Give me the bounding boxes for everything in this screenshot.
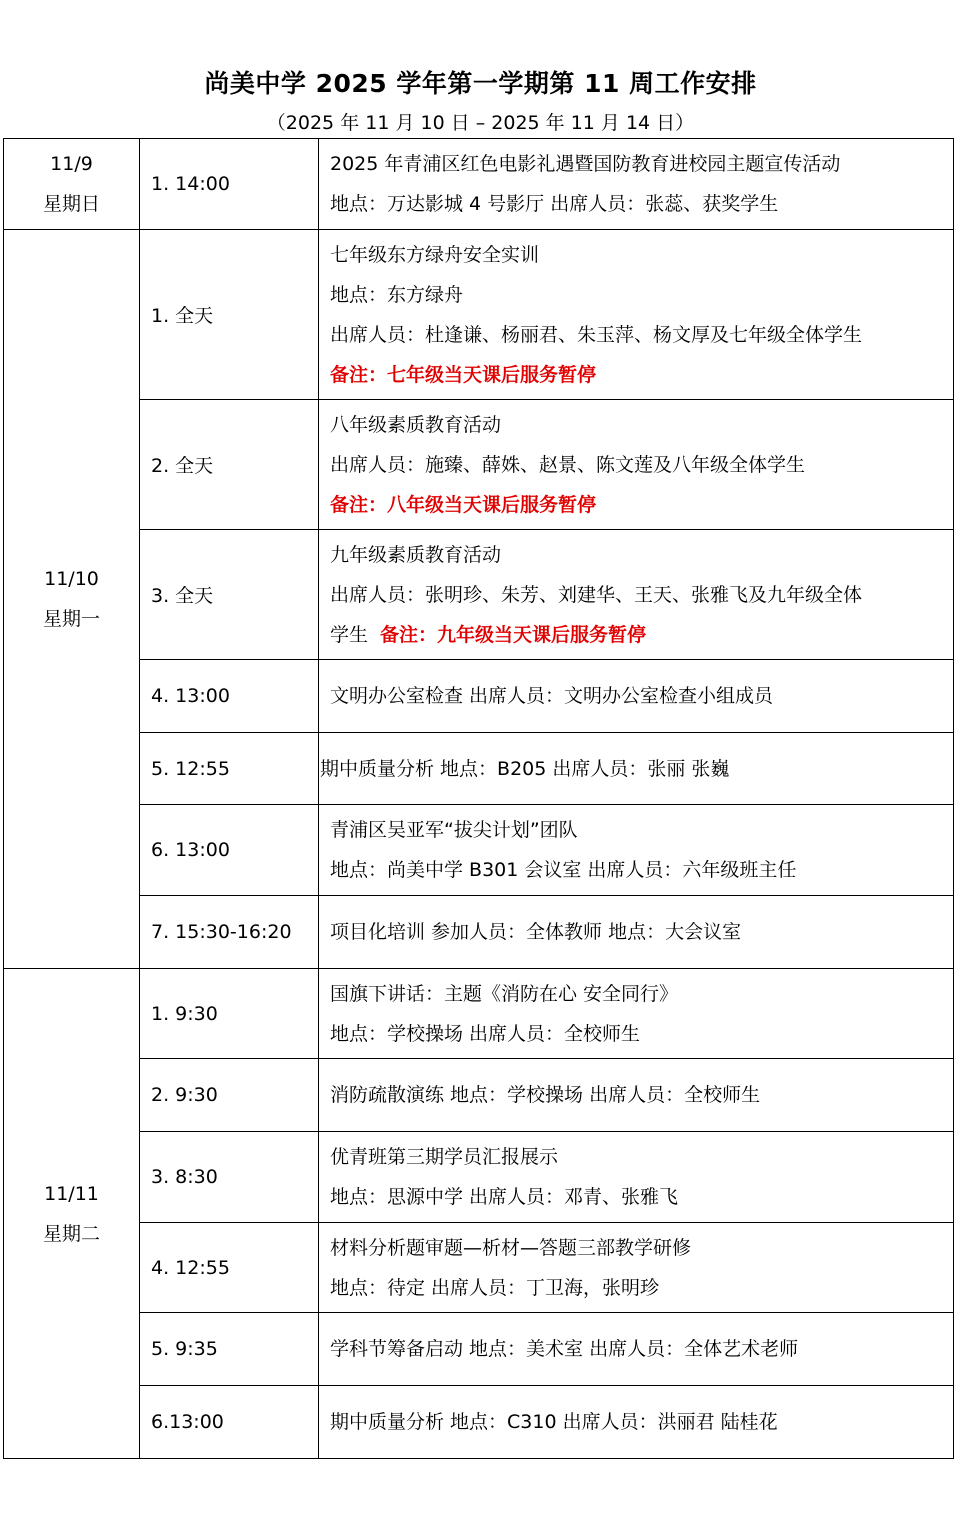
time-cell: 6.13:00 bbox=[140, 1386, 319, 1459]
desc-cell bbox=[319, 805, 954, 896]
desc-cell bbox=[319, 1059, 954, 1132]
desc-cell bbox=[319, 1223, 954, 1313]
desc-cell bbox=[319, 660, 954, 733]
desc-line: 地点：思源中学 出席人员：邓青、张雅飞 bbox=[330, 1186, 679, 1208]
schedule-table bbox=[3, 138, 954, 1459]
table-row bbox=[4, 530, 954, 660]
table-row bbox=[4, 896, 954, 969]
table-row bbox=[4, 1059, 954, 1132]
date-cell bbox=[4, 230, 140, 969]
desc-cell bbox=[319, 896, 954, 969]
table-row bbox=[4, 969, 954, 1059]
desc-line: 出席人员：施臻、薛姝、赵景、陈文莲及八年级全体学生 bbox=[330, 453, 806, 476]
table-row bbox=[4, 400, 954, 530]
desc-line: 地点：东方绿舟 bbox=[330, 283, 464, 306]
date-cell bbox=[4, 969, 140, 1459]
desc-tail: 学生 bbox=[330, 623, 369, 646]
desc-line: 消防疏散演练 地点：学校操场 出席人员：全校师生 bbox=[330, 1084, 761, 1106]
time-cell: 1. 9:30 bbox=[140, 969, 319, 1059]
desc-line: 项目化培训 参加人员：全体教师 地点：大会议室 bbox=[330, 921, 742, 943]
desc-line: 地点：待定 出席人员：丁卫海，张明珍 bbox=[330, 1276, 660, 1299]
desc-cell bbox=[319, 230, 954, 400]
time-cell: 6. 13:00 bbox=[140, 805, 319, 896]
time-cell: 3. 全天 bbox=[140, 530, 319, 660]
desc-cell bbox=[319, 139, 954, 230]
table-row bbox=[4, 805, 954, 896]
desc-line: 优青班第三期学员汇报展示 bbox=[330, 1146, 559, 1168]
time-cell: 5. 9:35 bbox=[140, 1313, 319, 1386]
table-row bbox=[4, 230, 954, 400]
table-row bbox=[4, 1223, 954, 1313]
desc-line: 地点：学校操场 出席人员：全校师生 bbox=[330, 1022, 641, 1045]
remark-note: 备注：九年级当天课后服务暂停 bbox=[380, 623, 647, 646]
table-row bbox=[4, 1132, 954, 1223]
desc-line: 出席人员：张明珍、朱芳、刘建华、王天、张雅飞及九年级全体 bbox=[330, 583, 863, 606]
desc-line: 九年级素质教育活动 bbox=[330, 543, 502, 566]
desc-line: 地点：尚美中学 B301 会议室 出席人员：六年级班主任 bbox=[330, 859, 797, 881]
date-label: 11/9 bbox=[50, 153, 93, 175]
date-label: 11/10 bbox=[44, 568, 99, 590]
time-cell: 2. 全天 bbox=[140, 400, 319, 530]
desc-line: 期中质量分析 地点：B205 出席人员：张丽 张巍 bbox=[320, 757, 730, 780]
desc-cell bbox=[319, 400, 954, 530]
desc-line: 八年级素质教育活动 bbox=[330, 413, 502, 436]
table-row bbox=[4, 660, 954, 733]
weekday-label: 星期日 bbox=[42, 193, 100, 215]
remark-note: 备注：七年级当天课后服务暂停 bbox=[330, 363, 597, 386]
table-row bbox=[4, 733, 954, 805]
desc-line: 文明办公室检查 出席人员：文明办公室检查小组成员 bbox=[330, 685, 774, 707]
time-cell: 4. 12:55 bbox=[140, 1223, 319, 1313]
time-cell: 5. 12:55 bbox=[140, 733, 319, 805]
time-cell: 1. 全天 bbox=[140, 230, 319, 400]
table-row bbox=[4, 1313, 954, 1386]
time-cell: 2. 9:30 bbox=[140, 1059, 319, 1132]
time-cell: 1. 14:00 bbox=[140, 139, 319, 230]
desc-cell bbox=[319, 1132, 954, 1223]
desc-line: 2025 年青浦区红色电影礼遇暨国防教育进校园主题宣传活动 bbox=[330, 153, 841, 175]
desc-cell bbox=[319, 1313, 954, 1386]
remark-note: 备注：八年级当天课后服务暂停 bbox=[330, 493, 597, 516]
weekday-label: 星期二 bbox=[42, 1222, 100, 1245]
desc-line: 国旗下讲话：主题《消防在心 安全同行》 bbox=[330, 982, 679, 1005]
desc-cell bbox=[319, 969, 954, 1059]
time-cell: 4. 13:00 bbox=[140, 660, 319, 733]
desc-line: 地点：万达影城 4 号影厅 出席人员：张蕊、获奖学生 bbox=[330, 193, 779, 215]
date-cell bbox=[4, 139, 140, 230]
desc-line: 学科节筹备启动 地点：美术室 出席人员：全体艺术老师 bbox=[330, 1338, 799, 1360]
desc-line: 出席人员：杜逢谦、杨丽君、朱玉萍、杨文厚及七年级全体学生 bbox=[330, 323, 863, 346]
date-label: 11/11 bbox=[44, 1182, 99, 1205]
desc-line: 七年级东方绿舟安全实训 bbox=[330, 243, 540, 266]
desc-cell bbox=[319, 1386, 954, 1459]
desc-line: 材料分析题审题—析材—答题三部教学研修 bbox=[330, 1236, 692, 1259]
time-cell: 7. 15:30-16:20 bbox=[140, 896, 319, 969]
table-row bbox=[4, 139, 954, 230]
page-title: 尚美中学 2025 学年第一学期第 11 周工作安排 bbox=[204, 69, 757, 98]
time-cell: 3. 8:30 bbox=[140, 1132, 319, 1223]
desc-cell bbox=[319, 530, 954, 660]
desc-line: 期中质量分析 地点：C310 出席人员：洪丽君 陆桂花 bbox=[330, 1411, 778, 1433]
desc-cell bbox=[319, 733, 954, 805]
table-row bbox=[4, 1386, 954, 1459]
desc-line bbox=[330, 615, 953, 655]
weekday-label: 星期一 bbox=[42, 608, 100, 630]
desc-line: 青浦区吴亚军“拔尖计划”团队 bbox=[330, 819, 578, 841]
date-range-subtitle: （2025 年 11 月 10 日 – 2025 年 11 月 14 日） bbox=[266, 112, 695, 134]
